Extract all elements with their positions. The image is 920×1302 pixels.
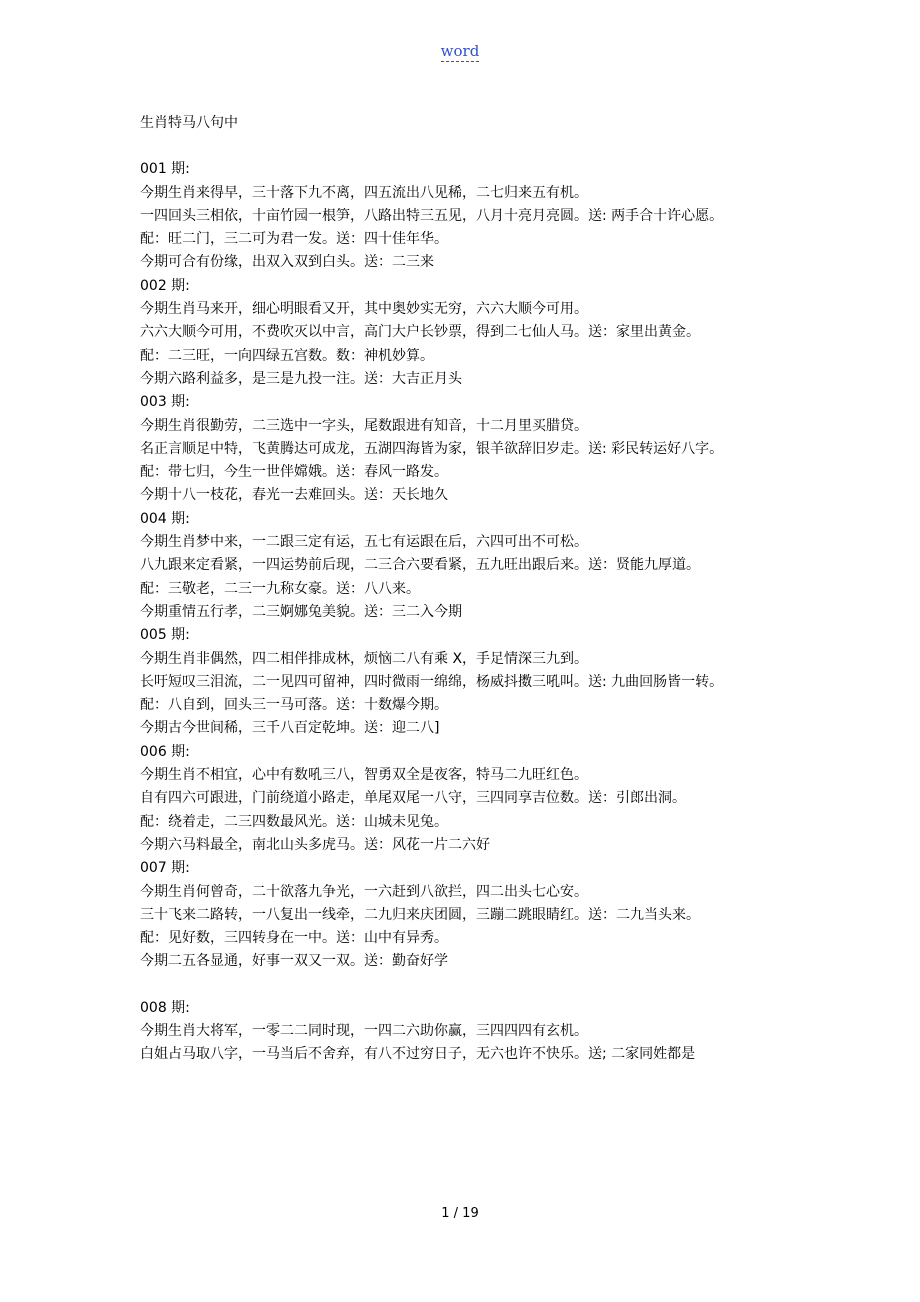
period-label: 006 期: bbox=[140, 743, 190, 760]
word-link[interactable]: word bbox=[440, 42, 480, 60]
verse-line: 今期生肖梦中来，一二跟三定有运，五七有运跟在后，六四可出不可松。 bbox=[140, 534, 588, 551]
period-block bbox=[140, 741, 785, 857]
period-label: 007 期: bbox=[140, 860, 190, 877]
verse-line: 配：旺二门，三二可为君一发。送：四十佳年华。 bbox=[140, 231, 448, 248]
period-block bbox=[140, 508, 785, 624]
period-label: 008 期: bbox=[140, 999, 190, 1016]
verse-line: 今期生肖马来开，细心明眼看又开，其中奥妙实无穷，六六大顺今可用。 bbox=[140, 301, 588, 318]
section-gap bbox=[140, 974, 785, 997]
verse-line: 配：三敬老，二三一九称女豪。送：八八来。 bbox=[140, 580, 420, 597]
verse-line: 六六大顺今可用，不费吹灭以中言，高门大户长钞票，得到二七仙人马。送：家里出黄金。 bbox=[140, 324, 700, 341]
document-title: 生肖特马八句中 bbox=[140, 115, 238, 131]
verse-line: 配：二三旺，一向四绿五宫数。数：神机妙算。 bbox=[140, 347, 434, 364]
verse-line: 今期生肖何曾奇，二十欲落九争光，一六赶到八欲拦，四二出头七心安。 bbox=[140, 883, 588, 900]
verse-line: 今期生肖很勤劳，二三选中一字头，尾数跟进有知音，十二月里买腊贷。 bbox=[140, 417, 588, 434]
page-header bbox=[0, 42, 920, 60]
period-block bbox=[140, 158, 785, 274]
verse-line: 配：八自到，回头三一马可落。送：十数爆今期。 bbox=[140, 697, 448, 714]
verse-line: 三十飞来二路转，一八复出一线牵，二九归来庆团圆，三蹦二跳眼睛红。送：二九当头来。 bbox=[140, 906, 700, 923]
period-block bbox=[140, 624, 785, 740]
verse-line: 配：绕着走，二三四数最风光。送：山城未见兔。 bbox=[140, 813, 448, 830]
period-block bbox=[140, 391, 785, 507]
verse-line: 今期生肖来得早，三十落下九不离，四五流出八见稀，二七归来五有机。 bbox=[140, 184, 588, 201]
verse-line: 今期六路利益多，是三是九投一注。送：大吉正月头 bbox=[140, 370, 462, 387]
verse-line: 今期生肖非偶然，四二相伴排成林，烦恼二八有乘 X，手足情深三九到。 bbox=[140, 650, 589, 667]
period-label: 003 期: bbox=[140, 394, 190, 411]
verse-line: 配：见好数，三四转身在一中。送：山中有异秀。 bbox=[140, 930, 448, 947]
verse-line: 配：带七归，今生一世伴嫦娥。送：春风一路发。 bbox=[140, 464, 448, 481]
verse-line: 今期二五各显通，好事一双又一双。送：勤奋好学 bbox=[140, 953, 448, 970]
period-list bbox=[140, 158, 785, 1066]
verse-line: 今期生肖不相宜，心中有数吼三八，智勇双全是夜客，特马二九旺红色。 bbox=[140, 767, 588, 784]
period-block bbox=[140, 997, 785, 1067]
verse-line: 白姐占马取八字，一马当后不舍弃，有八不过穷日子，无六也许不快乐。送; 二家同姓都是 bbox=[140, 1046, 696, 1063]
period-label: 005 期: bbox=[140, 627, 190, 644]
verse-line: 今期古今世间稀，三千八百定乾坤。送：迎二八] bbox=[140, 720, 440, 737]
verse-line: 今期重情五行孝，二三婀娜兔美貌。送：三二入今期 bbox=[140, 603, 462, 620]
period-label: 004 期: bbox=[140, 510, 190, 527]
page-number: 1 / 19 bbox=[441, 1206, 479, 1221]
verse-line: 今期生肖大将军，一零二二同时现，一四二六助你赢，三四四四有玄机。 bbox=[140, 1022, 588, 1039]
period-block bbox=[140, 857, 785, 973]
verse-line: 八九跟来定看紧，一四运势前后现，二三合六要看紧，五九旺出跟后来。送：贤能九厚道。 bbox=[140, 557, 700, 574]
verse-line: 今期十八一枝花，春光一去难回头。送：天长地久 bbox=[140, 487, 448, 504]
period-label: 002 期: bbox=[140, 277, 190, 294]
period-label: 001 期: bbox=[140, 161, 190, 178]
verse-line: 今期六马料最全，南北山头多虎马。送：风花一片二六好 bbox=[140, 836, 490, 853]
verse-line: 自有四六可跟进，门前绕道小路走，单尾双尾一八守，三四同享吉位数。送：引郎出洞。 bbox=[140, 790, 686, 807]
verse-line: 今期可合有份缘，出双入双到白头。送：二三来 bbox=[140, 254, 434, 271]
document-body bbox=[140, 112, 785, 1067]
verse-line: 一四回头三相依，十亩竹园一根笋，八路出特三五见，八月十亮月亮圆。送: 两手合十许心愿。 bbox=[140, 207, 724, 224]
verse-line: 名正言顺足中特，飞黄腾达可成龙，五湖四海皆为家，银羊欲辞旧岁走。送: 彩民转运好八字。 bbox=[140, 440, 724, 457]
verse-line: 长吁短叹三泪流，二一见四可留神，四时微雨一绵绵，杨威抖擞三吼叫。送: 九曲回肠皆一转。 bbox=[140, 673, 724, 690]
period-block bbox=[140, 275, 785, 391]
